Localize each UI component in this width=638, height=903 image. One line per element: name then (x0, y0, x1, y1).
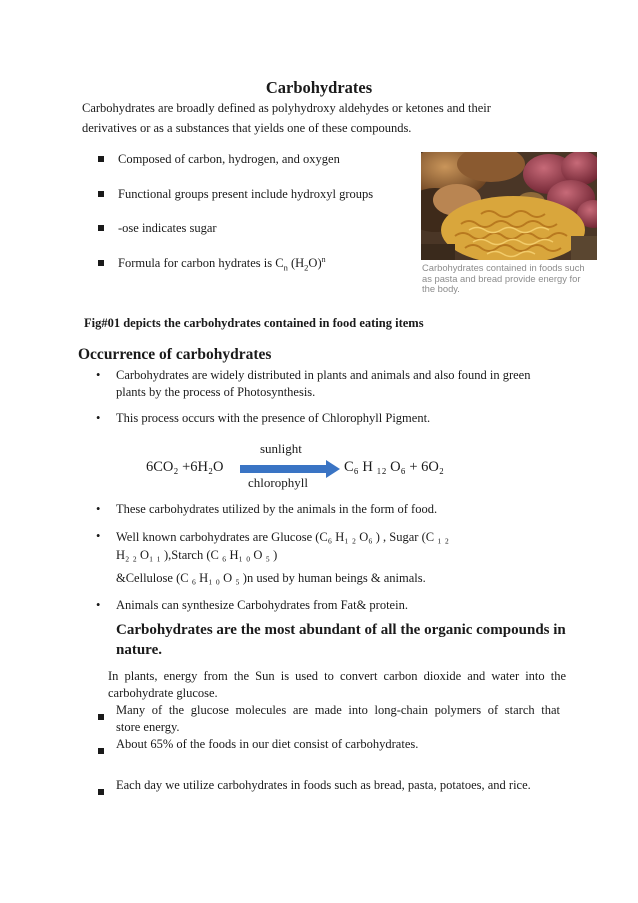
key-statement (116, 620, 576, 660)
square-bullet-icon (98, 789, 104, 795)
list-item-text: Carbohydrates are widely distributed in plants and animals and also found in green (116, 368, 531, 382)
intro-line-2: derivatives or as a substances that yields one of these compounds. (82, 121, 412, 135)
figure-caption: Fig#01 depicts the carbohydrates contained in food eating items (84, 316, 424, 330)
square-bullet-icon (98, 156, 104, 162)
list-item-text: Each day we utilize carbohydrates in foods such as bread, pasta, potatoes, and rice. (116, 778, 531, 792)
caption-line-1: Carbohydrates contained in foods such (422, 262, 585, 273)
formula-text: Formula for carbon hydrates is $C_n$ $(H_2O)^n$ (118, 255, 326, 273)
square-bullet-icon (98, 714, 104, 720)
list-item-text: This process occurs with the presence of Chlorophyll Pigment. (116, 411, 431, 425)
equation-reactants: 6CO₂ +6H₂O (146, 459, 224, 475)
caption-line-2: as pasta and bread provide energy for (422, 272, 581, 284)
section-heading: Occurrence of carbohydrates (78, 346, 272, 363)
list-item (98, 187, 373, 202)
round-bullet-icon: • (96, 529, 101, 543)
list-item (98, 702, 568, 734)
list-item-text: These carbohydrates utilized by the animals in the form of food. (116, 502, 438, 516)
square-bullet-icon (98, 191, 104, 197)
round-bullet-icon: • (96, 502, 101, 516)
equation-products: C₆ H ₁₂ O₆ + 6O₂ (344, 459, 444, 475)
round-bullet-icon: • (96, 368, 101, 382)
intro-line-1: Carbohydrates are broadly defined as polyhydroxy aldehydes or ketones and their (82, 101, 491, 115)
list-item (98, 221, 217, 236)
round-bullet-icon: • (96, 598, 101, 612)
list-item-text: store energy. (116, 720, 180, 734)
equation-condition-sunlight: sunlight (260, 441, 302, 456)
list-item-text: Animals can synthesize Carbohydrates from Fat& protein. (116, 598, 408, 612)
round-bullet-icon: • (96, 411, 101, 425)
list-item-text: Many of the glucose molecules are made into long-chain polymers of starch that (116, 703, 560, 717)
list-item-text: About 65% of the foods in our diet consist of carbohydrates. (116, 737, 419, 751)
key-statement-line-2: nature. (116, 642, 162, 658)
list-item-text: plants by the process of Photosynthesis. (116, 385, 316, 399)
paragraph-line-1: In plants, energy from the Sun is used to convert carbon dioxide and water into the (108, 669, 566, 683)
paragraph-line-2: carbohydrate glucose. (108, 686, 218, 700)
list-item-text: Functional groups present include hydroxyl groups (118, 187, 374, 201)
photo-caption (422, 263, 600, 295)
list-item-text: &Cellulose (C ₆ H₁ ₀ O ₅ )n used by human beings & animals. (116, 571, 426, 585)
list-item-text: -ose indicates sugar (118, 221, 217, 235)
list-item (98, 152, 340, 167)
photosynthesis-paragraph (108, 668, 566, 702)
intro-paragraph (82, 98, 522, 138)
key-statement-line-1: Carbohydrates are the most abundant of all the organic compounds in (116, 622, 566, 638)
list-item-text: Well known carbohydrates are Glucose (C₆ H₁ ₂ O₆ ) , Sugar (C ₁ ₂ (116, 530, 450, 544)
list-item (98, 255, 326, 273)
list-item-text: H₂ ₂ O₁ ₁ ),Starch (C ₆ H₁ ₀ O ₅ ) (116, 548, 278, 562)
square-bullet-icon (98, 260, 104, 266)
carbohydrate-foods-photo (421, 152, 597, 260)
page-title: Carbohydrates (265, 78, 373, 97)
equation-condition-chlorophyll: chlorophyll (248, 475, 308, 490)
list-item (98, 777, 568, 794)
square-bullet-icon (98, 225, 104, 231)
list-item (98, 736, 568, 753)
square-bullet-icon (98, 748, 104, 754)
caption-line-3: the body. (422, 283, 460, 295)
list-item-text: Composed of carbon, hydrogen, and oxygen (118, 152, 340, 166)
